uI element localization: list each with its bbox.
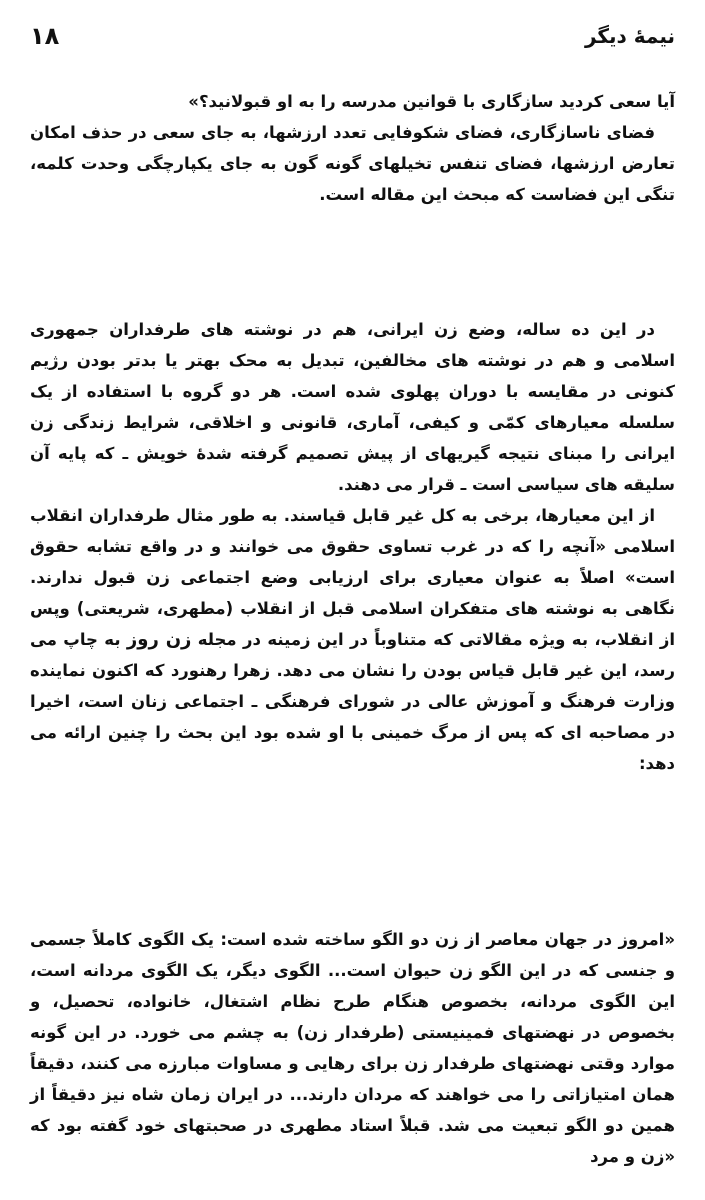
page-header xyxy=(30,22,675,62)
paragraph-text-before: از این معیارها، برخی به کل غیر قابل قیاسند. به طور مثال طرفداران انقلاب اسلامی «آنچه را که در غرب تساوی حقوق می خوانند و در واقع تشابه حقوق است» اصلاً به عنوان معیاری برای ارزیابی وضع اجتماعی زن قبول ندارند. نگاهی به نوشته های متفکران اسلامی قبل از انقلاب (مطهری، شریعتی) وپس از انقلاب، به ویژه مقالاتی که متناوباً در این زمینه در مجله xyxy=(30,506,675,649)
paragraph-iranian-women: در این ده ساله، وضع زن ایرانی، هم در نوشته های طرفداران جمهوری اسلامی و هم در نوشته های مخالفین، تبدیل به محک بهتر یا بدتر بودن رژیم کنونی در مقایسه با دوران پهلوی شده است. هر دو گروه با استفاده از یک سلسله معیارهای کمّی و کیفی، آماری، قانونی و اخلاقی، شرایط زندگی زن ایرانی را مبنای نتیجه گیریهای از پیش تصمیم گرفته شدهٔ خویش ـ که پایه آن سلیقه های سیاسی است ـ قرار می دهند. xyxy=(30,320,675,494)
main-section xyxy=(30,314,675,779)
question-line: آیا سعی کردید سازگاری با قوانین مدرسه را به او قبولانید؟» xyxy=(188,92,675,111)
paragraph-incomparable-criteria xyxy=(30,500,675,779)
running-title: نیمهٔ دیگر xyxy=(584,24,675,48)
paragraph-space-of-dissonance: فضای ناسازگاری، فضای شکوفایی تعدد ارزشها، به جای سعی در حذف امکان تعارض ارزشها، فضای تنفس تخیلهای گونه گون به جای یکپارچگی وحدت کلمه، تنگی این فضاست که مبحث این مقاله است. xyxy=(30,123,675,204)
paragraph-text-after: به چاپ می رسد، این غیر قابل قیاس بودن را نشان می دهد. زهرا رهنورد که اکنون نماینده وزارت فرهنگ و آموزش عالی در شورای فرهنگی ـ اجتماعی زنان است، اخیرا در مصاحبه ای که پس از مرگ خمینی با او شده بود این بحث را چنین ارائه می دهد: xyxy=(30,630,675,773)
quotation-section xyxy=(30,924,675,1172)
magazine-title: زن روز xyxy=(126,629,192,650)
opening-section xyxy=(30,86,675,210)
page-number: ۱۸ xyxy=(30,22,60,50)
quotation-paragraph: «امروز در جهان معاصر از زن دو الگو ساخته شده است: یک الگوی کاملاً جسمی و جنسی که در این الگو زن حیوان است... الگوی دیگر، یک الگوی مردانه است، این الگوی مردانه، بخصوص هنگام طرح نظام اشتغال، خانواده، تحصیل، و بخصوص در نهضتهای فمینیستی (طرفدار زن) به چشم می خورد. در این گونه موارد وقتی نهضتهای طرفدار زن برای رهایی و مساوات مبارزه می کنند، دقیقاً همان امتیازاتی را می خواهند که مردان دارند... در ایران زمان شاه نیز دقیقاً از همین دو الگو تبعیت می شد. قبلاً استاد مطهری در صحبتهای خود گفته بود که «زن و مرد xyxy=(30,930,675,1166)
